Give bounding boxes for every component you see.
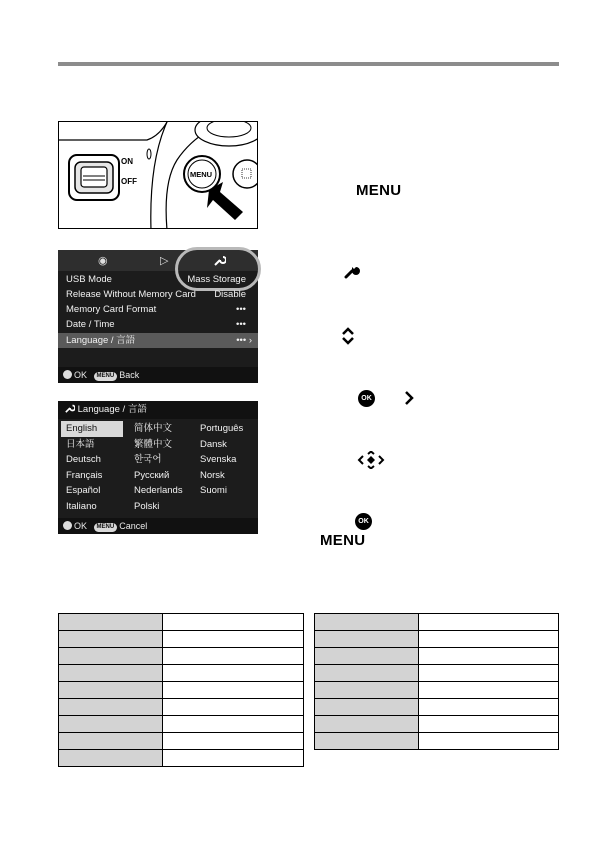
language-option[interactable]: Italiano xyxy=(66,500,97,512)
ok-button-icon xyxy=(63,521,72,530)
table-value-cell xyxy=(419,733,559,750)
language-column xyxy=(61,421,123,515)
menu-row-card-format[interactable] xyxy=(58,302,258,317)
language-option[interactable]: Suomi xyxy=(200,485,227,497)
table-key-cell xyxy=(315,631,419,648)
table-key-cell xyxy=(315,665,419,682)
language-option[interactable]: 简体中文 xyxy=(134,423,173,434)
table-key-cell xyxy=(59,648,163,665)
switch-on-label: ON xyxy=(121,157,133,166)
menu-row-label: Date / Time xyxy=(66,319,115,330)
language-option[interactable]: Português xyxy=(200,423,244,434)
camera-illustration xyxy=(58,121,258,229)
right-spec-table xyxy=(314,613,559,750)
table-row xyxy=(315,648,559,665)
language-option[interactable]: 日本語 xyxy=(66,438,95,450)
footer-ok-label: OK xyxy=(74,521,88,531)
table-row xyxy=(315,699,559,716)
table-key-cell xyxy=(59,733,163,750)
table-value-cell xyxy=(419,648,559,665)
menu-row-value: Mass Storage xyxy=(187,274,246,285)
menu-row-language[interactable] xyxy=(58,333,258,348)
menu-text-icon: MENU xyxy=(356,182,402,199)
table-row xyxy=(59,682,304,699)
language-option[interactable]: Русский xyxy=(134,469,170,481)
menu-pill-icon: MENU xyxy=(94,523,118,532)
table-row xyxy=(59,631,304,648)
table-row xyxy=(315,631,559,648)
table-value-cell xyxy=(163,631,304,648)
setup-menu-screen xyxy=(58,250,258,383)
switch-off-label: OFF xyxy=(121,177,137,186)
table-value-cell xyxy=(163,699,304,716)
table-value-cell xyxy=(163,665,304,682)
menu-row-label: USB Mode xyxy=(66,274,112,285)
wrench-icon xyxy=(65,403,75,413)
language-option[interactable]: 繁體中文 xyxy=(134,438,173,450)
ok-button-icon xyxy=(63,370,72,379)
menu-row-label: Release Without Memory Card xyxy=(66,289,196,300)
menu-row-label: Memory Card Format xyxy=(66,304,157,315)
table-key-cell xyxy=(315,614,419,631)
ok-button-icon: OK xyxy=(355,513,372,530)
table-row xyxy=(59,665,304,682)
footer-back-label: Back xyxy=(119,370,140,380)
language-option[interactable]: Dansk xyxy=(200,438,227,450)
footer-cancel-label: Cancel xyxy=(119,521,148,531)
table-value-cell xyxy=(163,682,304,699)
language-screen xyxy=(58,401,258,534)
menu-text-icon: MENU xyxy=(320,532,366,549)
table-value-cell xyxy=(163,750,304,767)
table-row xyxy=(315,614,559,631)
table-key-cell xyxy=(59,631,163,648)
language-option[interactable]: Español xyxy=(66,485,101,497)
language-option[interactable]: 한국어 xyxy=(134,454,162,466)
camera-body-drawing xyxy=(59,122,258,229)
table-row xyxy=(315,665,559,682)
language-option[interactable]: Français xyxy=(66,469,103,481)
menu-row-label: Language / 言語 xyxy=(66,335,136,346)
table-value-cell xyxy=(163,648,304,665)
language-column xyxy=(195,421,255,515)
menu-row-value: ••• xyxy=(236,304,246,315)
camera-tab-icon[interactable]: ◉ xyxy=(98,255,108,267)
table-key-cell xyxy=(315,682,419,699)
language-option[interactable]: Polski xyxy=(134,500,160,512)
language-screen-header xyxy=(58,401,258,419)
language-option-english[interactable]: English xyxy=(61,421,123,437)
table-key-cell xyxy=(315,733,419,750)
screen-footer xyxy=(58,518,258,534)
table-value-cell xyxy=(163,614,304,631)
table-key-cell xyxy=(59,665,163,682)
language-option[interactable]: Deutsch xyxy=(66,454,101,466)
screen-footer xyxy=(58,367,258,383)
table-row xyxy=(59,716,304,733)
table-row xyxy=(315,716,559,733)
header-rule xyxy=(58,62,559,66)
up-down-arrows-icon xyxy=(340,327,356,345)
left-spec-table xyxy=(58,613,304,767)
table-key-cell xyxy=(59,699,163,716)
menu-row-value: Disable xyxy=(214,289,246,300)
table-value-cell xyxy=(419,682,559,699)
table-key-cell xyxy=(315,699,419,716)
table-value-cell xyxy=(419,716,559,733)
four-way-arrows-icon xyxy=(357,451,385,469)
table-value-cell xyxy=(419,614,559,631)
table-key-cell xyxy=(315,716,419,733)
table-value-cell xyxy=(419,665,559,682)
menu-row-release-without-card[interactable] xyxy=(58,287,258,302)
table-value-cell xyxy=(163,733,304,750)
table-value-cell xyxy=(419,631,559,648)
language-option[interactable]: Norsk xyxy=(200,469,225,481)
table-key-cell xyxy=(59,682,163,699)
right-arrow-icon xyxy=(403,390,415,406)
table-row xyxy=(59,614,304,631)
table-row xyxy=(315,682,559,699)
menu-row-usb-mode[interactable] xyxy=(58,272,258,287)
table-value-cell xyxy=(163,716,304,733)
menu-pill-icon: MENU xyxy=(94,372,118,381)
menu-tab-bar xyxy=(58,250,258,271)
table-key-cell xyxy=(59,614,163,631)
table-row xyxy=(59,733,304,750)
language-screen-title: Language / 言語 xyxy=(77,404,147,415)
table-row xyxy=(315,733,559,750)
table-key-cell xyxy=(59,750,163,767)
table-key-cell xyxy=(59,716,163,733)
ok-button-icon: OK xyxy=(358,390,375,407)
playback-tab-icon[interactable]: ▷ xyxy=(160,255,169,267)
menu-row-value: ••• › xyxy=(236,335,252,346)
menu-button-label: MENU xyxy=(190,170,213,179)
table-value-cell xyxy=(419,699,559,716)
table-row xyxy=(59,648,304,665)
menu-row-value: ••• xyxy=(236,319,246,330)
menu-row-date-time[interactable] xyxy=(58,317,258,332)
table-key-cell xyxy=(315,648,419,665)
language-option xyxy=(195,499,255,515)
language-column xyxy=(129,421,193,515)
footer-ok-label: OK xyxy=(74,370,88,380)
table-row xyxy=(59,699,304,716)
language-option[interactable]: Svenska xyxy=(200,454,237,466)
wrench-icon xyxy=(344,263,360,279)
language-option[interactable]: Nederlands xyxy=(134,485,183,497)
table-row xyxy=(59,750,304,767)
